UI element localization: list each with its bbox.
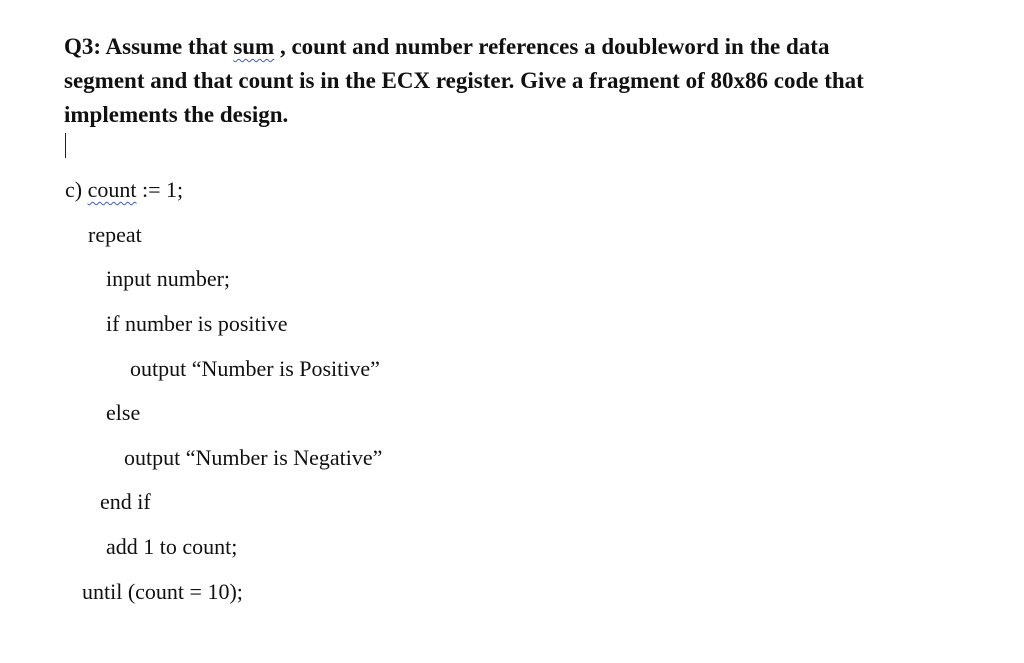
code-line-assign: c) count := 1; [65,177,184,202]
code-line-end-if: end if [100,489,151,514]
spellcheck-word-count: count [87,177,137,202]
code-line-add: add 1 to count; [106,534,238,559]
code-line-output-negative: output “Number is Negative” [124,445,383,470]
text-cursor [65,133,66,158]
code-line-until: until (count = 10); [82,579,243,604]
question-line-3: implements the design. [64,102,289,127]
question-text [64,30,964,132]
code-line-repeat: repeat [88,222,142,247]
question-line-2: segment and that count is in the ECX register. Give a fragment of 80x86 code that [64,68,864,93]
code-line-else: else [106,400,141,425]
code-line-if: if number is positive [106,311,288,336]
question-line-1: Q3: Assume that sum , count and number references a doubleword in the data [64,34,830,59]
code-line-output-positive: output “Number is Positive” [130,356,380,381]
code-line-input: input number; [106,266,231,291]
spellcheck-word-sum: sum [233,34,275,59]
